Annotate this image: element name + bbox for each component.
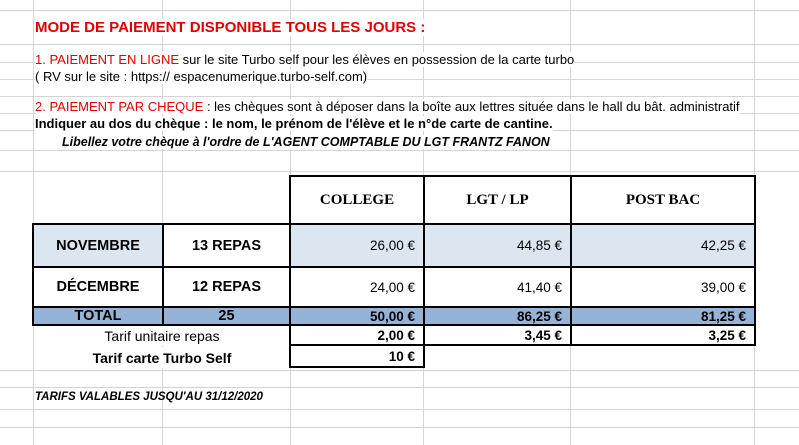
cheque-payment-text: : les chèques sont à déposer dans la boîte aux lettres située dans le hall du bât. administratif	[203, 99, 740, 114]
cheque-payment-line	[35, 99, 740, 114]
online-payment-text: sur le site Turbo self pour les élèves en possession de la carte turbo	[179, 52, 575, 67]
header-post-bac: POST BAC	[570, 175, 756, 225]
cheque-payment-label: 2. PAIEMENT PAR CHEQUE	[35, 99, 204, 114]
row-december-month: DÉCEMBRE	[32, 266, 164, 308]
row-november-meals: 13 REPAS	[162, 223, 291, 268]
row-december-college: 24,00 €	[289, 266, 425, 308]
row-december-lgt: 41,40 €	[423, 266, 572, 308]
row-november-lgt: 44,85 €	[423, 223, 572, 268]
card-price-label: Tarif carte Turbo Self	[34, 347, 290, 368]
online-payment-site: ( RV sur le site : https:// espacenumerique.turbo-self.com)	[35, 69, 368, 84]
total-postbac: 81,25 €	[570, 306, 756, 326]
total-college: 50,00 €	[289, 306, 425, 326]
total-lgt: 86,25 €	[423, 306, 572, 326]
tariff-validity: TARIFS VALABLES JUSQU'AU 31/12/2020	[35, 391, 263, 403]
row-november-postbac: 42,25 €	[570, 223, 756, 268]
unit-price-postbac: 3,25 €	[570, 324, 756, 346]
row-november-month: NOVEMBRE	[32, 223, 164, 268]
row-november-college: 26,00 €	[289, 223, 425, 268]
total-meals: 25	[162, 306, 291, 326]
online-payment-label: 1. PAIEMENT EN LIGNE	[35, 52, 180, 67]
unit-price-label: Tarif unitaire repas	[34, 326, 290, 346]
total-label: TOTAL	[32, 306, 164, 326]
header-college: COLLEGE	[289, 175, 425, 225]
cheque-back-instructions: Indiquer au dos du chèque : le nom, le prénom de l'élève et le n°de carte de cantine.	[35, 116, 553, 131]
online-payment-line	[35, 52, 574, 67]
row-december-postbac: 39,00 €	[570, 266, 756, 308]
unit-price-lgt: 3,45 €	[423, 324, 572, 346]
header-lgt-lp: LGT / LP	[423, 175, 572, 225]
card-price-value: 10 €	[289, 344, 425, 368]
notice-title: MODE DE PAIEMENT DISPONIBLE TOUS LES JOURS :	[35, 19, 426, 36]
row-december-meals: 12 REPAS	[162, 266, 291, 308]
unit-price-college: 2,00 €	[289, 324, 425, 346]
cheque-order-instructions: Libellez votre chèque à l'ordre de L'AGENT COMPTABLE DU LGT FRANTZ FANON	[62, 135, 550, 149]
